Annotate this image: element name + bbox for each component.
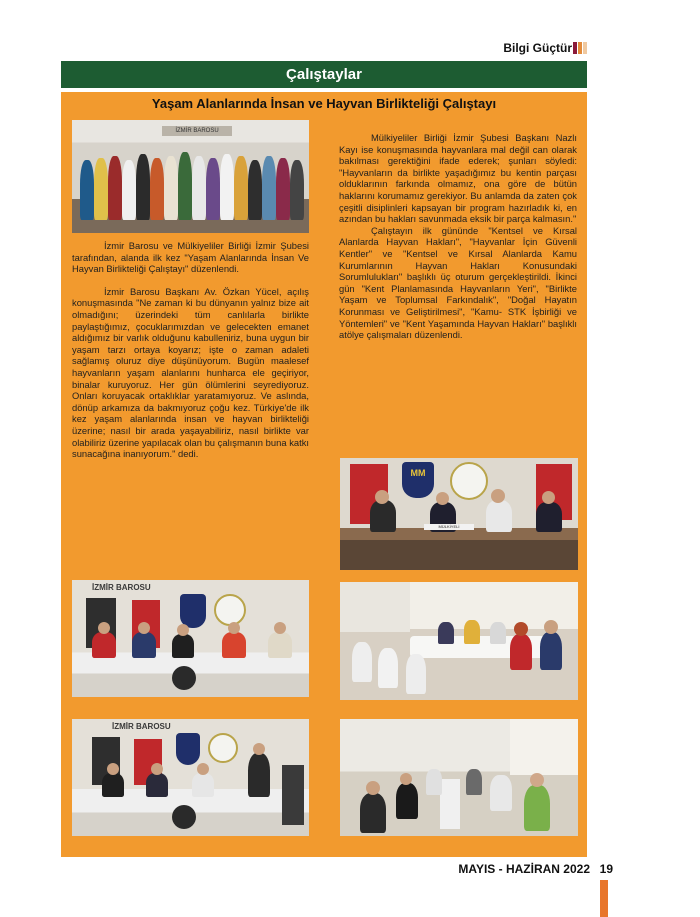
- paragraph: Çalıştayın ilk gününde "Kentsel ve Kırsal Alanlarda Hayvan Hakları", "Hayvanlar İçin Güvenli Kentler" ve "Kentsel ve Kırsal Alanlarda Kamu Kurumlarının Hayvan Hakları Konusundaki Sorumlulukları" başlıklı üç oturum gerçekleştirildi. İkinci gün "Kent Planlamasında Hayvanların Yeri", "Birlikte Yaşam ve Toplumsal Farkındalık", "Doğal Hayatın Korunması ve Geliştirilmesi", "Kamu- STK İşbirliği ve Yöntemleri" ve "Kent Yaşamında Hayvan Hakları" başlıklı atölye çalışmaları düzenlendi.: [339, 224, 577, 341]
- category-title: Çalıştaylar: [286, 66, 362, 83]
- article-title: Yaşam Alanlarında İnsan ve Hayvan Birlikteliği Çalıştayı: [151, 96, 497, 111]
- paragraph: İzmir Barosu ve Mülkiyeliler Birliği İzmir Şubesi tarafından, alanda ilk kez "Yaşam Alanlarında İnsan Ve Hayvan Birlikteliği Çalıştayı" düzenlendi.: [72, 240, 309, 275]
- page-accent-bar: [600, 880, 608, 917]
- group-banner: İZMİR BAROSU: [162, 126, 232, 136]
- panel-photo-left-1: [72, 580, 309, 697]
- panel-photo-left-2: [72, 719, 309, 836]
- paragraph: Mülkiyeliler Birliği İzmir Şubesi Başkanı Nazlı Kayı ise konuşmasında hayvanlara mal değil can olarak bakılması gerektiğini ifade ederek; şunları söyledi: "Hayvanların da birlikte yaşadığımız bu kentin parçası olduklarının farkında olmamız, ona göre de bütün haklarını korumamız gerekiyor. Bu anlamda da zaten çok çeşitli disiplinleri kapsayan bir program hazırladık ki, en azından bu hakları savunmada eksik bir parça kalmasın.": [339, 132, 577, 225]
- article-panel: [61, 92, 587, 857]
- logo-mulkiyeliler: MÜLKİYELİ: [424, 524, 474, 530]
- page-number: 19: [599, 862, 613, 876]
- panel-banner-1: İZMİR BAROSU: [92, 583, 151, 592]
- panel-banner-2: İZMİR BAROSU: [112, 722, 171, 731]
- workshop-photo-right-2: [340, 719, 578, 836]
- section-label: Bilgi Güçtür: [503, 41, 572, 55]
- paragraph: İzmir Barosu Başkanı Av. Özkan Yücel, açılış konuşmasında "Ne zaman ki bu dünyanın yalnız bize ait olmadığını; üzerindeki tüm canlılarla birlikte paylaştığımız, çocuklarımızdan ve gelecekten emanet aldığımız bir varlık olduğunu kabulleniriz, buna uygun bir yaşam tarzı ortaya koyarız; işte o zaman adaleti sağlamış oluruz diye düşünüyorum. Bugün maalesef hayvanların yaşam alanlarını hunharca ele geçiriyor, binalar kuruyoruz. Her gün ölümlerini seyrediyoruz. Onları koruyacak ortaklıklar yaratamıyoruz. Ve aslında, dönüp arkamıza da bakmıyoruz çoğu kez. Türkiye'de ilk kez yaşam alanlarında insan ve hayvan birlikteliği üzerine; nasıl bir arada yaşayabiliriz, nasıl birlikte var olabiliriz üzerine yapılacak olan bu çalışmanın buna katkı sunacağına inanıyorum." dedi.: [72, 285, 309, 460]
- panel-photo-right-1: [340, 458, 578, 570]
- right-column: [339, 132, 577, 341]
- workshop-photo-right-1: [340, 582, 578, 700]
- left-column: [72, 240, 309, 460]
- category-header: [61, 61, 587, 88]
- section-label-bars: [573, 42, 587, 54]
- group-photo: [72, 120, 309, 233]
- issue-label: MAYIS - HAZİRAN 2022: [458, 862, 590, 876]
- logo-mm: MM: [402, 462, 434, 498]
